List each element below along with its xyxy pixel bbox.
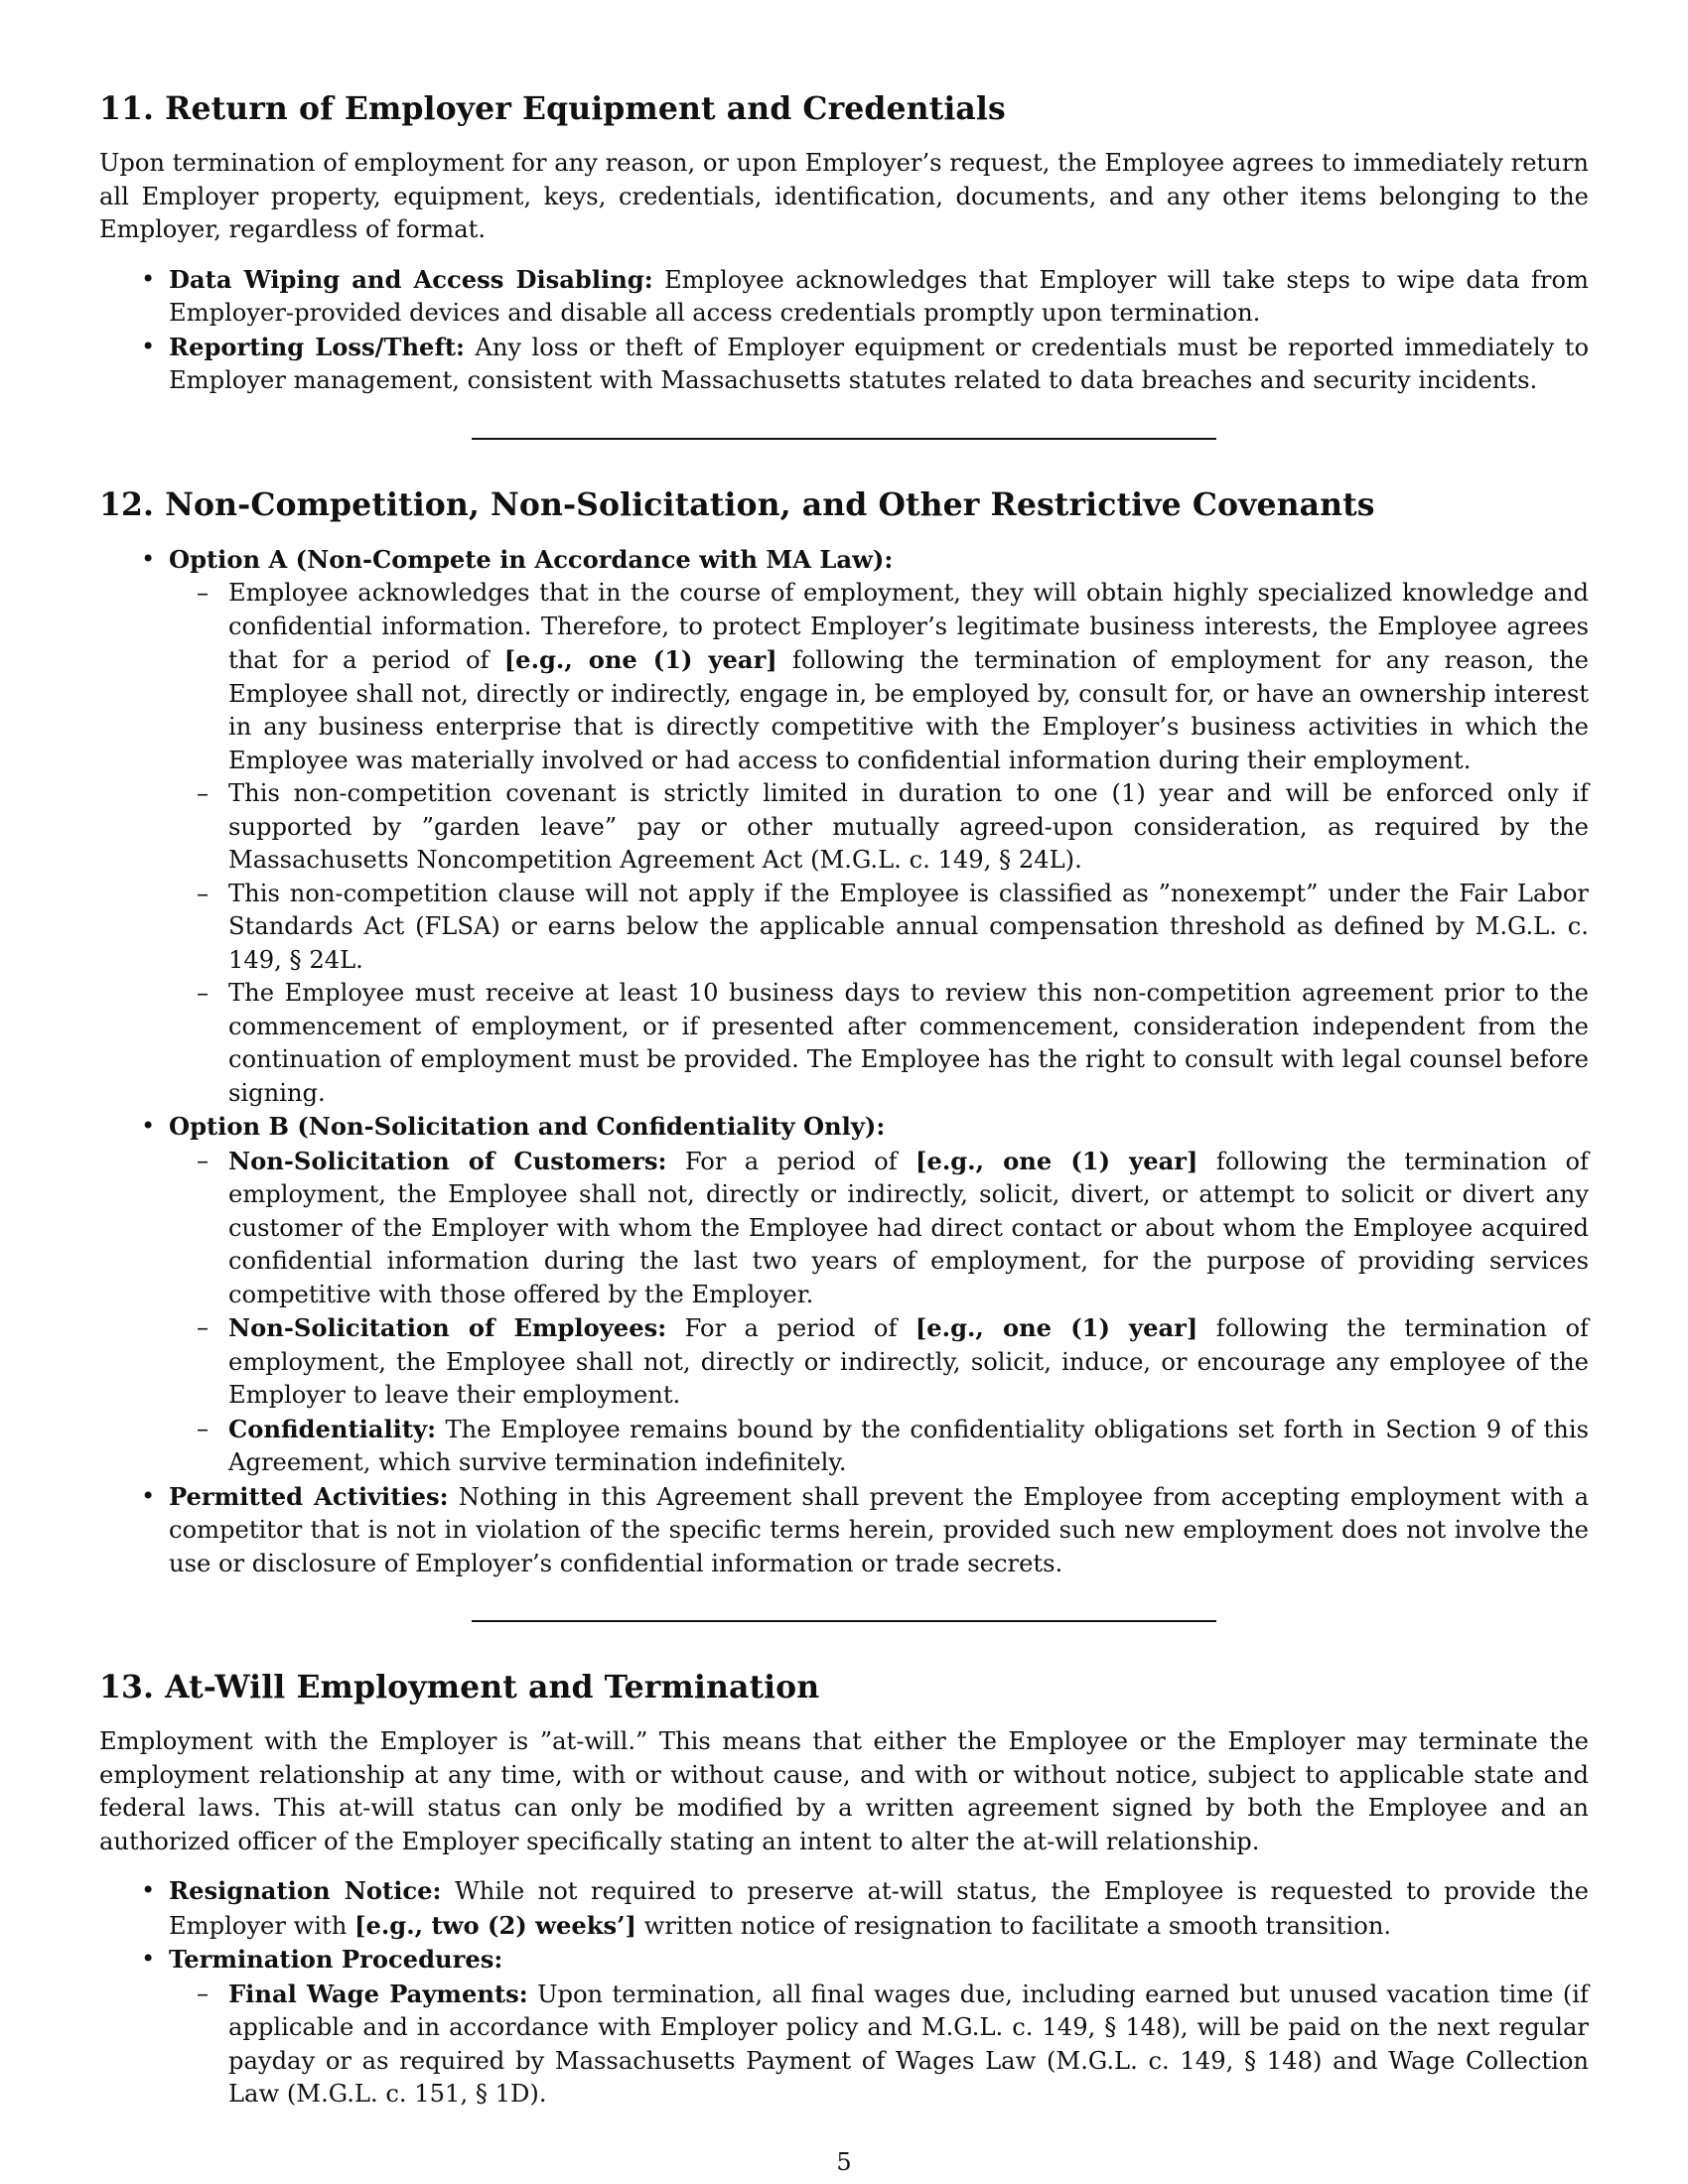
placeholder-term: [e.g., one (1) year]: [914, 1313, 1198, 1342]
sub-item-text: For a period of: [666, 1147, 915, 1175]
sub-item: [228, 1145, 1589, 1312]
bullet-list: [99, 543, 1589, 1581]
sub-item: [228, 1413, 1589, 1480]
sub-item-label: Non-Solicitation of Employees:: [228, 1313, 667, 1342]
placeholder-term: [e.g., one (1) year]: [503, 645, 777, 674]
list-item: [169, 263, 1589, 331]
sub-item-text: For a period of: [666, 1314, 915, 1342]
sub-list: [169, 1978, 1589, 2112]
item-label: Data Wiping and Access Disabling:: [169, 264, 653, 294]
sub-item-label: Non-Solicitation of Customers:: [228, 1146, 667, 1175]
list-item-option-b: [169, 1110, 1589, 1480]
item-label: Reporting Loss/Theft:: [169, 332, 465, 361]
sub-list: [169, 577, 1589, 1110]
item-label: Resignation Notice:: [169, 1876, 442, 1905]
section-13: [99, 1668, 1589, 2112]
sub-item-text: following the termination of employment, the Employee shall not, directly or indirectly, solicit, induce, or encourage any employee of the Employer to leave their employment.: [228, 1314, 1590, 1409]
bullet-list: [99, 263, 1589, 398]
item-label: Option A (Non-Compete in Accordance with MA Law):: [169, 544, 894, 574]
section-intro: Employment with the Employer is ”at-will.” This means that either the Employee or the Employer may terminate the employment relationship at any time, with or without cause, and with or without notice, subject to applicable state and federal laws. This at-will status can only be modified by a written agreement signed by both the Employee and an authorized officer of the Employer specifically stating an intent to alter the at-will relationship.: [99, 1727, 1589, 1855]
section-heading: 13. At-Will Employment and Termination: [99, 1669, 820, 1706]
bullet-list: [99, 1874, 1589, 2112]
item-label: Option B (Non-Solicitation and Confidentiality Only):: [169, 1112, 886, 1141]
item-text: While not required to preserve at-will status, the Employee is requested to provide the Employer with: [169, 1877, 1589, 1940]
placeholder-term: [e.g., one (1) year]: [915, 1146, 1198, 1175]
sub-item-label: Confidentiality:: [228, 1414, 437, 1443]
section-intro: Upon termination of employment for any reason, or upon Employer’s request, the Employee agrees to immediately return all Employer property, equipment, keys, credentials, identification, documents, and any other items belonging to the Employer, regardless of format.: [99, 149, 1589, 243]
sub-item: [228, 577, 1589, 777]
section-11: [99, 89, 1589, 398]
sub-list: [169, 1145, 1589, 1480]
list-item: [169, 331, 1589, 398]
sub-item-text: following the termination of employment, the Employee shall not, directly or indirectly, solicit, divert, or attempt to solicit or divert any customer of the Employer with whom the Employee had direct contact or about whom the Employee acquired confidential information during the last two years of employment, for the purpose of providing services competitive with those offered by the Employer.: [228, 1147, 1589, 1308]
sub-item: [228, 1311, 1589, 1413]
item-label: Permitted Activities:: [169, 1481, 449, 1511]
sub-item: – This non-competition clause will not apply if the Employee is classified as ”nonexempt” under the Fair Labor Standards Act (FLSA) or earns below the applicable annual compensation threshold as defined by M.G.L. c. 149, § 24L.: [228, 878, 1589, 978]
item-text: Nothing in this Agreement shall prevent the Employee from accepting employment with a competitor that is not in violation of the specific terms herein, provided such new employment does not involve the use or disclosure of Employer’s confidential information or trade secrets.: [169, 1482, 1589, 1577]
sub-item: [228, 1978, 1589, 2112]
sub-item-text: The Employee remains bound by the confidentiality obligations set forth in Section 9 of this Agreement, which survive termination indefinitely.: [228, 1415, 1589, 1476]
sub-item: – This non-competition covenant is strictly limited in duration to one (1) year and will be enforced only if supported by ”garden leave” pay or other mutually agreed-upon consideration, as required by the Massachusetts Noncompetition Agreement Act (M.G.L. c. 149, § 24L).: [228, 777, 1589, 878]
section-divider: [472, 1620, 1216, 1622]
item-text: Any loss or theft of Employer equipment or credentials must be reported immediately to Employer management, consistent with Massachusetts statutes related to data breaches and security incidents.: [169, 333, 1590, 394]
sub-item-label: Final Wage Payments:: [228, 1979, 528, 2008]
placeholder-term: [e.g., two (2) weeks’]: [354, 1910, 636, 1940]
sub-item: – The Employee must receive at least 10 business days to review this non-competition agreement prior to the commencement of employment, or if presented after commencement, consideration independent from the continuation of employment must be provided. The Employee has the right to consult with legal counsel before signing.: [228, 977, 1589, 1110]
section-heading: 12. Non-Competition, Non-Solicitation, and Other Restrictive Covenants: [99, 485, 1375, 523]
list-item: [169, 1874, 1589, 1943]
section-heading: 11. Return of Employer Equipment and Credentials: [99, 90, 1006, 127]
sub-item-text: Employee acknowledges that in the course of employment, they will obtain highly specialized knowledge and confidential information. Therefore, to protect Employer’s legitimate business interests, the Employee agrees that for a period of: [228, 579, 1589, 674]
list-item-permitted: [169, 1480, 1589, 1581]
sub-item-text: following the termination of employment for any reason, the Employee shall not, directly or indirectly, engage in, be employed by, consult for, or have an ownership interest in any business enterprise that is directly competitive with the Employer’s business activities in which the Employee was materially involved or had access to confidential information during their employment.: [228, 646, 1589, 774]
item-text: Employee acknowledges that Employer will take steps to wipe data from Employer-provided devices and disable all access credentials promptly upon termination.: [169, 265, 1589, 327]
sub-item-text: Upon termination, all final wages due, including earned but unused vacation time (if applicable and in accordance with Employer policy and M.G.L. c. 149, § 148), will be paid on the next regular payday or as required by Massachusetts Payment of Wages Law (M.G.L. c. 149, § 148) and Wage Collection Law (M.G.L. c. 151, § 1D).: [228, 1979, 1589, 2108]
page-number: 5: [836, 2148, 852, 2176]
list-item: [169, 1943, 1589, 2112]
section-12: [99, 485, 1589, 1581]
item-text: written notice of resignation to facilitate a smooth transition.: [636, 1911, 1392, 1940]
section-divider: [472, 438, 1216, 440]
list-item-option-a: [169, 543, 1589, 1111]
item-label: Termination Procedures:: [169, 1945, 503, 1974]
